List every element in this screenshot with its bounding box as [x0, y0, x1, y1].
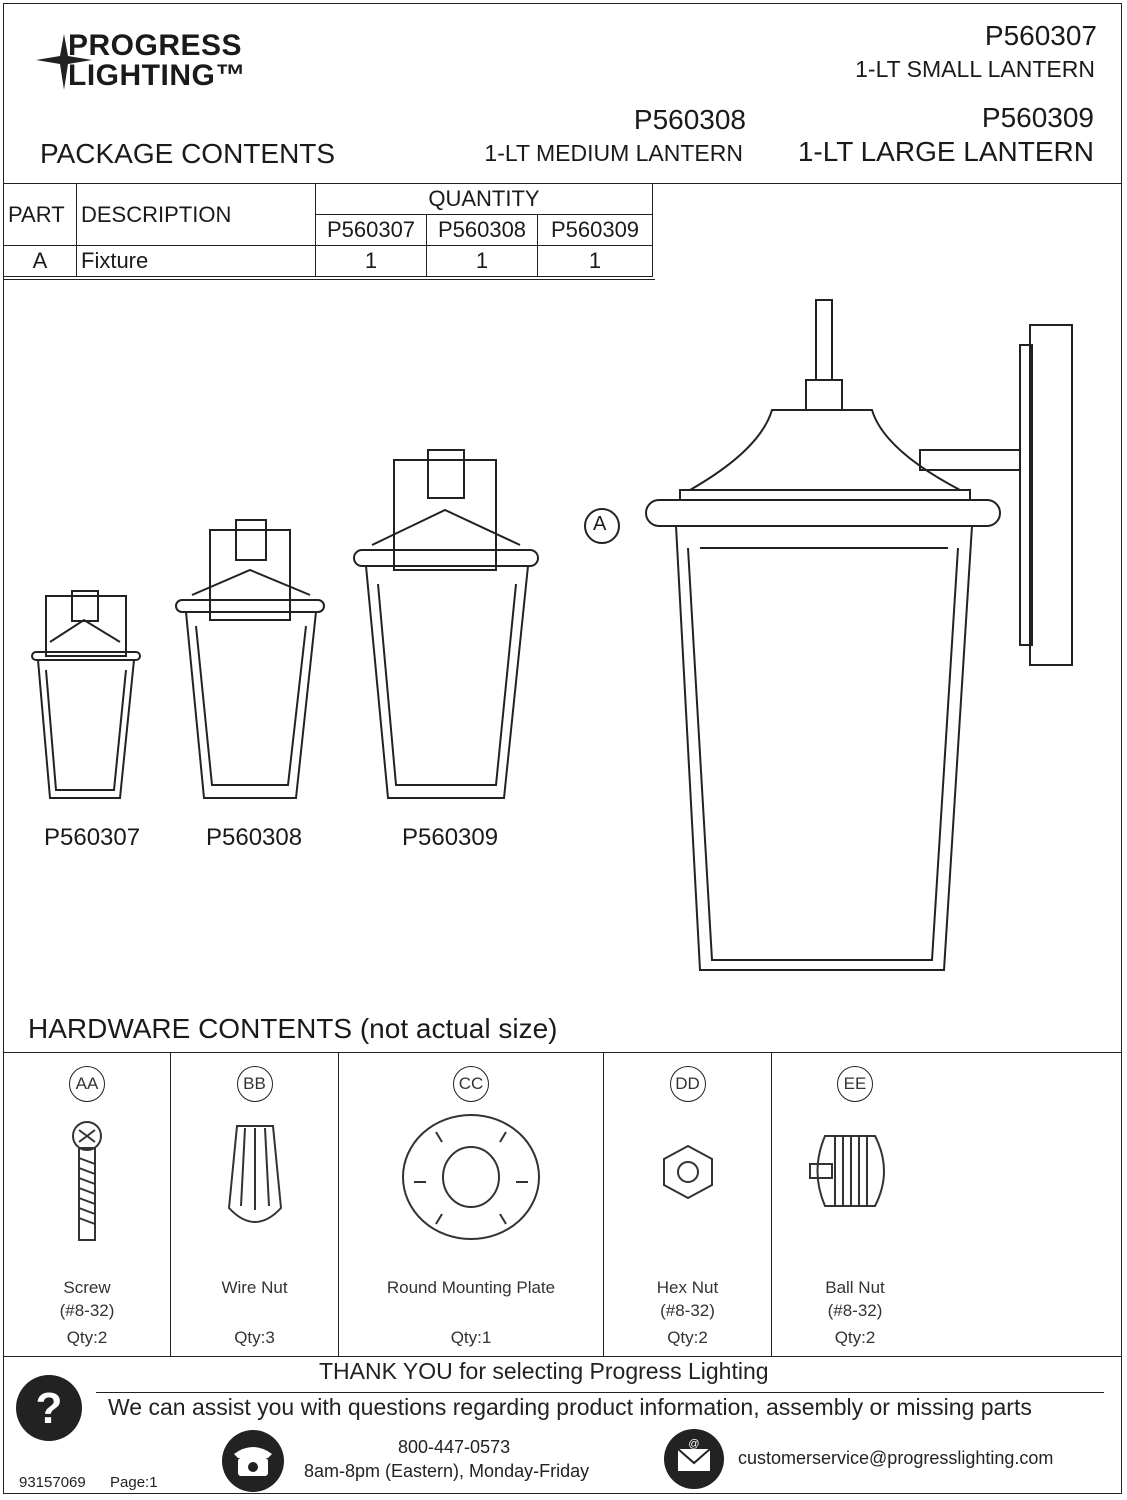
brand-line1: PROGRESS — [68, 29, 243, 62]
screw-icon — [67, 1118, 107, 1248]
footer-hours: 8am-8pm (Eastern), Monday-Friday — [304, 1461, 590, 1481]
item-code: BB — [237, 1066, 273, 1102]
hardware-item-bb — [171, 1052, 338, 1356]
brand-line2: LIGHTING™ — [68, 59, 246, 92]
phone-icon — [220, 1428, 286, 1494]
svg-text:?: ? — [35, 1384, 63, 1433]
name-large: 1-LT LARGE LANTERN — [797, 136, 1094, 167]
parts-table — [3, 183, 653, 277]
item-code: CC — [453, 1066, 489, 1102]
hardware-item-ee — [772, 1052, 938, 1356]
col-model-3: P560309 — [538, 215, 653, 246]
row-description: Fixture — [77, 246, 316, 277]
model-medium: P560308 — [633, 104, 746, 135]
col-part: PART — [4, 184, 77, 246]
svg-text:@: @ — [688, 1438, 700, 1450]
lantern-drawings — [0, 290, 1127, 990]
row-qty-2: 1 — [427, 246, 538, 277]
detail-lantern-drawing — [646, 300, 1072, 970]
page-number: Page:1 — [110, 1474, 158, 1491]
footer-thanks: THANK YOU for selecting Progress Lighting — [319, 1358, 769, 1384]
small-lantern-label: P560307 — [44, 824, 141, 851]
footer-phone: 800-447-0573 — [398, 1437, 511, 1457]
item-qty: Qty:1 — [450, 1328, 492, 1347]
section-title: PACKAGE CONTENTS — [40, 138, 336, 169]
callout-a-label: A — [593, 513, 607, 535]
model-large: P560309 — [981, 102, 1094, 133]
footer-email: customerservice@progresslighting.com — [738, 1448, 1054, 1468]
item-name: Wire Nut — [221, 1278, 288, 1297]
medium-lantern-label: P560308 — [206, 824, 303, 851]
item-name-spec: Ball Nut (#8-32) — [825, 1278, 885, 1320]
hardware-title: HARDWARE CONTENTS (not actual size) — [28, 1013, 558, 1044]
row-qty-3: 1 — [538, 246, 653, 277]
item-qty: Qty:2 — [667, 1328, 708, 1347]
item-qty: Qty:2 — [834, 1328, 876, 1347]
item-name-spec: Hex Nut (#8-32) — [656, 1278, 719, 1320]
hardware-item-aa — [4, 1052, 170, 1356]
email-icon — [662, 1427, 726, 1491]
hex-nut-icon — [658, 1142, 718, 1202]
question-icon — [14, 1373, 84, 1443]
large-lantern-label: P560309 — [402, 824, 499, 851]
table-row — [4, 246, 653, 277]
item-name-spec: Screw (#8-32) — [59, 1278, 115, 1320]
small-lantern-drawing — [32, 591, 140, 798]
brand-logo — [34, 30, 284, 94]
wire-nut-icon — [215, 1118, 295, 1238]
name-small: 1-LT SMALL LANTERN — [855, 56, 1095, 82]
col-description: DESCRIPTION — [77, 184, 316, 246]
footer-assist: We can assist you with questions regarding product information, assembly or missing parts — [108, 1394, 1032, 1420]
ball-nut-icon — [805, 1126, 905, 1216]
item-code: EE — [837, 1066, 873, 1102]
medium-lantern-drawing — [176, 520, 324, 798]
hardware-item-dd — [604, 1052, 771, 1356]
col-model-2: P560308 — [427, 215, 538, 246]
item-code: AA — [69, 1066, 105, 1102]
item-name: Round Mounting Plate — [386, 1278, 556, 1297]
col-quantity: QUANTITY — [316, 184, 653, 215]
mounting-plate-icon — [396, 1112, 546, 1242]
row-qty-1: 1 — [316, 246, 427, 277]
row-part: A — [4, 246, 77, 277]
model-small: P560307 — [984, 20, 1097, 51]
item-qty: Qty:2 — [66, 1328, 108, 1347]
col-model-1: P560307 — [316, 215, 427, 246]
large-lantern-drawing — [354, 450, 538, 798]
doc-number: 93157069 — [19, 1474, 86, 1491]
item-code: DD — [670, 1066, 706, 1102]
item-qty: Qty:3 — [234, 1328, 275, 1347]
hardware-item-cc — [339, 1052, 603, 1356]
name-medium: 1-LT MEDIUM LANTERN — [484, 140, 743, 166]
